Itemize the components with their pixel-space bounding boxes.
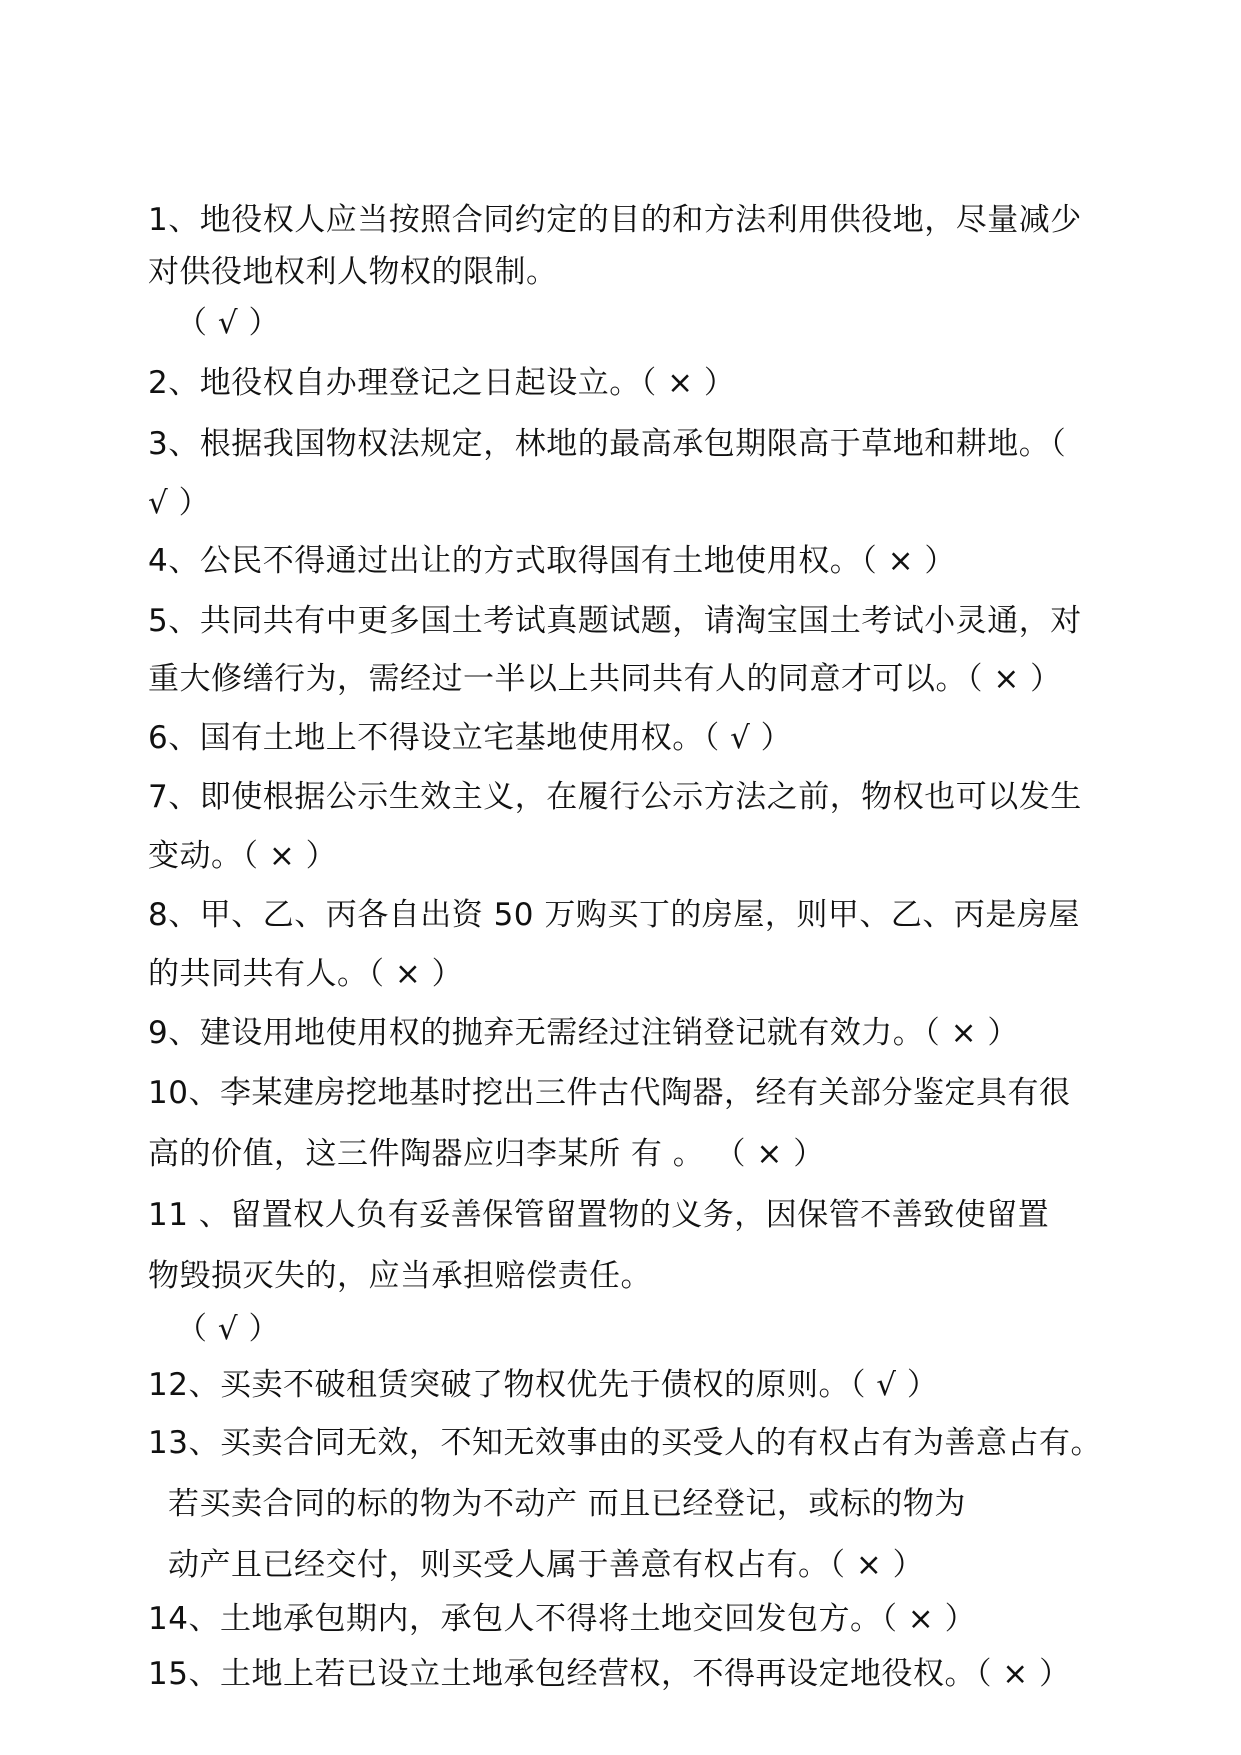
- text-line: 6、国有土地上不得设立宅基地使用权。（ √ ）: [148, 720, 793, 756]
- text-line: 9、建设用地使用权的抛弃无需经过注销登记就有效力。（ × ）: [148, 1015, 1019, 1051]
- text-line: 对供役地权利人物权的限制。: [148, 254, 558, 290]
- text-line: 12、买卖不破租赁突破了物权优先于债权的原则。（ √ ）: [148, 1367, 939, 1403]
- text-line: 高的价值，这三件陶器应归李某所 有 。 （ × ）: [148, 1136, 825, 1172]
- text-line: 13、买卖合同无效，不知无效事由的买受人的有权占有为善意占有。: [148, 1425, 1102, 1461]
- text-line: 变动。（ × ）: [148, 838, 338, 874]
- text-line: 3、根据我国物权法规定，林地的最高承包期限高于草地和耕地。（: [148, 426, 1067, 462]
- text-line: 8、甲、乙、丙各自出资 50 万购买丁的房屋，则甲、乙、丙是房屋: [148, 897, 1080, 933]
- text-line: 2、地役权自办理登记之日起设立。（ × ）: [148, 365, 736, 401]
- text-line: 5、共同共有中更多国土考试真题试题，请淘宝国土考试小灵通，对: [148, 603, 1082, 639]
- text-line: 的共同共有人。（ × ）: [148, 956, 464, 992]
- text-line: 14、土地承包期内，承包人不得将土地交回发包方。（ × ）: [148, 1601, 977, 1637]
- text-line: 动产且已经交付，则买受人属于善意有权占有。（ × ）: [168, 1547, 925, 1583]
- text-line: √ ）: [148, 485, 211, 521]
- text-line: 1、地役权人应当按照合同约定的目的和方法利用供役地，尽量减少: [148, 202, 1082, 238]
- text-line: 7、即使根据公示生效主义，在履行公示方法之前，物权也可以发生: [148, 779, 1082, 815]
- text-line: 15、土地上若已设立土地承包经营权，不得再设定地役权。（ × ）: [148, 1656, 1071, 1692]
- text-line: 11 、留置权人负有妥善保管留置物的义务，因保管不善致使留置: [148, 1197, 1050, 1233]
- text-line: 4、公民不得通过出让的方式取得国有土地使用权。（ × ）: [148, 543, 956, 579]
- text-line: 物毁损灭失的，应当承担赔偿责任。: [148, 1258, 652, 1294]
- answer-mark: （ √ ）: [176, 305, 280, 341]
- text-line: 10、李某建房挖地基时挖出三件古代陶器，经有关部分鉴定具有很: [148, 1075, 1071, 1111]
- text-line: 若买卖合同的标的物为不动产 而且已经登记，或标的物为: [168, 1486, 966, 1522]
- answer-mark: （ √ ）: [176, 1311, 280, 1347]
- text-line: 重大修缮行为，需经过一半以上共同共有人的同意才可以。（ × ）: [148, 661, 1062, 697]
